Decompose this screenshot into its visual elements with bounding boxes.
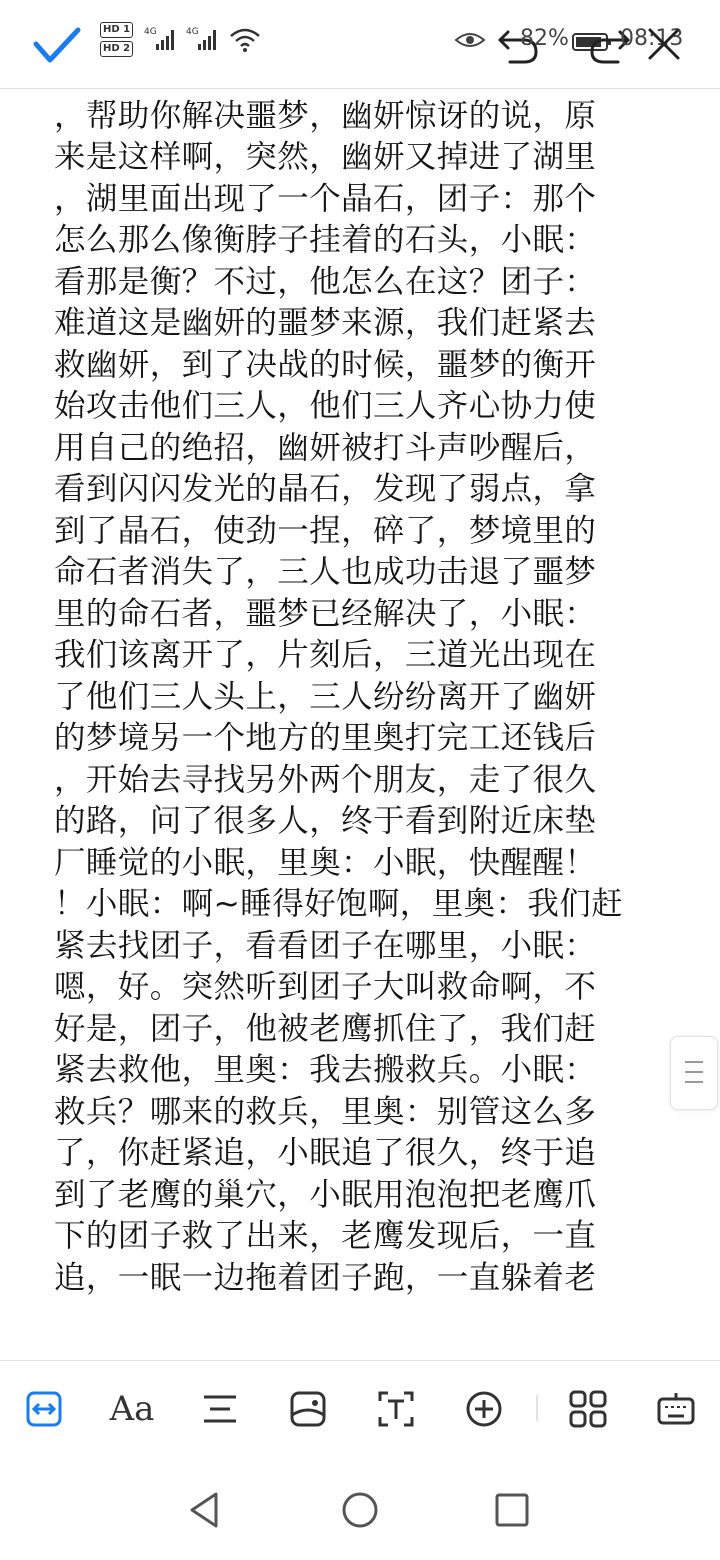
grid-icon: [568, 1389, 608, 1429]
document-text-area[interactable]: [54, 54, 674, 1360]
fit-width-button[interactable]: [20, 1385, 68, 1433]
close-icon[interactable]: [644, 24, 684, 64]
insert-button[interactable]: [460, 1385, 508, 1433]
document-line: 救幽妍，到了决战的时候，噩梦的衡开: [54, 346, 597, 383]
document-line: 厂睡觉的小眠，里奥：小眠，快醒醒！: [54, 844, 597, 881]
font-style-button[interactable]: [108, 1385, 156, 1433]
document-line: 看那是衡？不过，他怎么在这？团子：: [54, 263, 597, 300]
clock: 08:13: [620, 26, 684, 51]
document-line: 的梦境另一个地方的里奥打完工还钱后: [54, 720, 597, 756]
back-icon[interactable]: [186, 1490, 226, 1530]
document-line: 到了晶石，使劲一捏，碎了，梦境里的: [54, 512, 597, 549]
recents-icon[interactable]: [492, 1490, 532, 1530]
document-line: 怎么那么像衡脖子挂着的石头，小眠：: [54, 222, 597, 258]
document-line: 命石者消失了，三人也成功击退了噩梦: [54, 554, 597, 590]
battery-percent: 82%: [520, 26, 569, 51]
keyboard-icon: [656, 1389, 696, 1429]
document-line: 下的团子救了出来，老鹰发现后，一直: [54, 1218, 597, 1254]
home-icon[interactable]: [340, 1490, 380, 1530]
sim1-badge: HD 1: [100, 22, 133, 38]
document-line: 的路，问了很多人，终于看到附近床垫: [54, 803, 597, 839]
document-line: ，开始去寻找另外两个朋友，走了很久: [54, 761, 597, 798]
document-line: 到了老鹰的巢穴，小眠用泡泡把老鹰爪: [54, 1176, 597, 1213]
plus-circle-icon: [464, 1389, 504, 1429]
document-line: 用自己的绝招，幽妍被打斗声吵醒后，: [54, 429, 597, 466]
text-box-button[interactable]: [372, 1385, 420, 1433]
document-line: 难道这是幽妍的噩梦来源，我们赶紧去: [54, 305, 597, 341]
confirm-check-icon[interactable]: [32, 22, 82, 68]
scroll-handle[interactable]: [670, 1036, 718, 1110]
signal-4g-icon-2: [186, 24, 222, 54]
top-bar: [0, 0, 720, 88]
sim-indicators: [100, 22, 140, 62]
signal-4g-icon: [144, 24, 180, 54]
document-line: 救兵？哪来的救兵，里奥：别管这么多: [54, 1093, 597, 1130]
system-navigation-bar: [0, 1460, 720, 1560]
document-line: ！小眠：啊~睡得好饱啊，里奥：我们赶: [54, 886, 624, 922]
format-toolbar: [0, 1360, 720, 1461]
document-line: 紧去找团子，看看团子在哪里，小眠：: [54, 927, 597, 964]
toolbar-separator: [536, 1395, 538, 1421]
document-line: 了他们三人头上，三人纷纷离开了幽妍: [54, 678, 597, 715]
keyboard-button[interactable]: [652, 1385, 700, 1433]
svg-text:4G: 4G: [144, 27, 157, 37]
document-line: 里的命石者，噩梦已经解决了，小眠：: [54, 595, 597, 632]
document-line: 来是这样啊，突然，幽妍又掉进了湖里: [54, 139, 597, 175]
document-line: 看到闪闪发光的晶石，发现了弱点，拿: [54, 471, 597, 507]
document-line: 我们该离开了，片刻后，三道光出现在: [54, 637, 597, 673]
document-line: ，湖里面出现了一个晶石，团子：那个: [54, 180, 597, 217]
document-line: 了，你赶紧追，小眠追了很久，终于追: [54, 1135, 597, 1171]
document-line: 好是，团子，他被老鹰抓住了，我们赶: [54, 1010, 597, 1047]
font-style-label: Aa: [109, 1389, 155, 1429]
apps-button[interactable]: [564, 1385, 612, 1433]
document-line: 紧去救他，里奥：我去搬救兵。小眠：: [54, 1052, 597, 1088]
wifi-icon: [228, 24, 262, 54]
image-icon: [288, 1389, 328, 1429]
fit-width-icon: [24, 1389, 64, 1429]
document-line: ，帮助你解决噩梦，幽妍惊讶的说，原: [54, 97, 597, 134]
insert-image-button[interactable]: [284, 1385, 332, 1433]
document-line: 追，一眠一边拖着团子跑，一直躲着老: [54, 1259, 597, 1296]
sim2-badge: HD 2: [100, 41, 133, 57]
paragraph-align-icon: [200, 1389, 240, 1429]
svg-text:4G: 4G: [186, 27, 199, 37]
paragraph-button[interactable]: [196, 1385, 244, 1433]
text-box-icon: [376, 1389, 416, 1429]
eye-comfort-icon: [454, 28, 486, 52]
document-line: 嗯，好。突然听到团子大叫救命啊，不: [54, 969, 597, 1005]
document-line: 始攻击他们三人，他们三人齐心协力使: [54, 388, 597, 424]
